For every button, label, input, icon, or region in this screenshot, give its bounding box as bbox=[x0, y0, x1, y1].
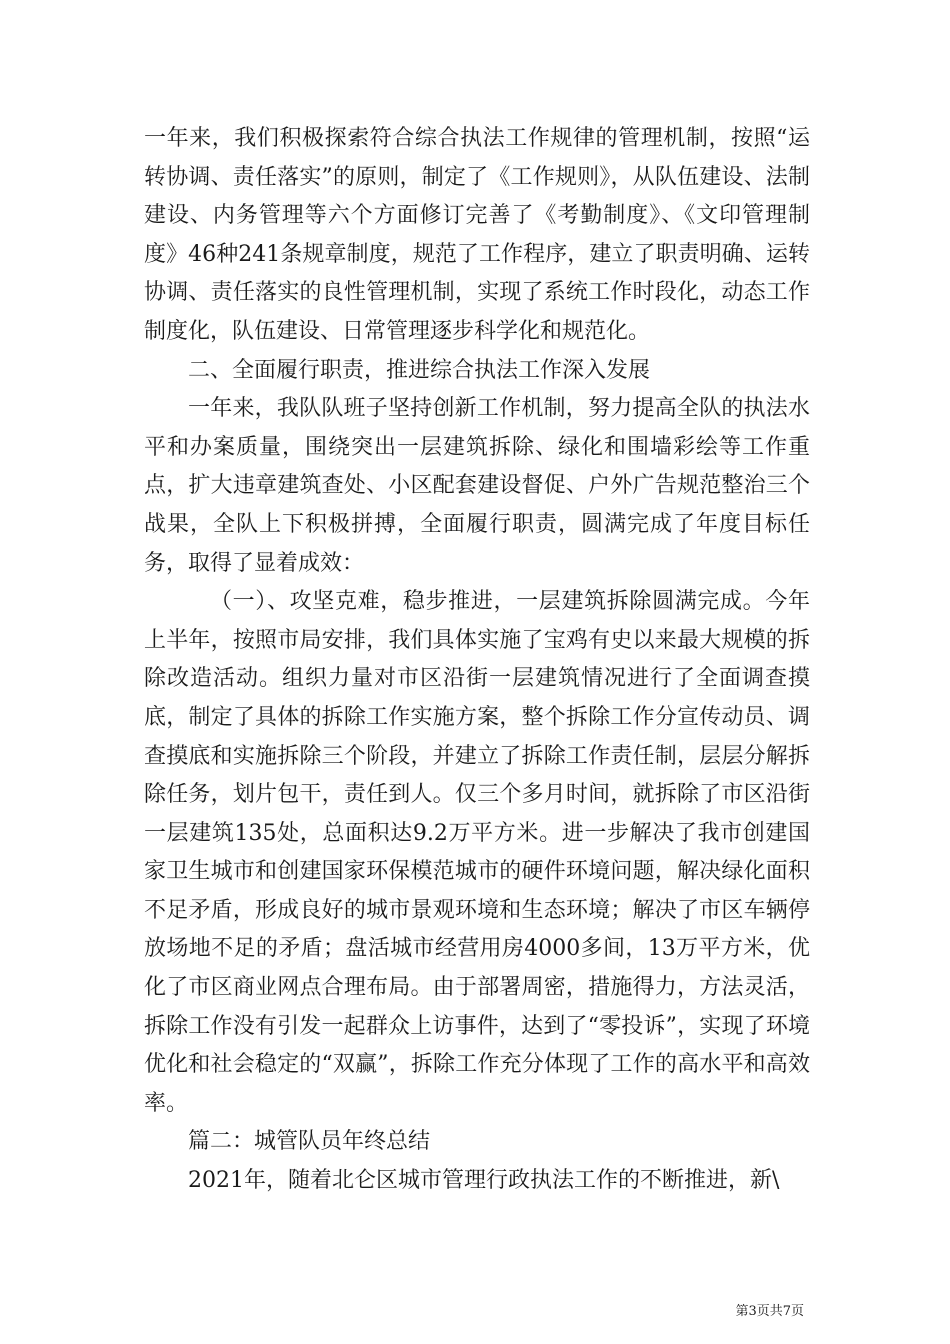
document-body bbox=[144, 120, 810, 1201]
paragraph-team-achievements: 一年来，我队队班子坚持创新工作机制，努力提高全队的执法水平和办案质量，围绕突出一层建筑拆除、绿化和围墙彩绘等工作重点，扩大违章建筑查处、小区配套建设督促、户外广告规范整治三个战果，全队上下积极拼搏，全面履行职责，圆满完成了年度目标任务，取得了显着成效： bbox=[144, 396, 810, 576]
section-heading-duties: 二、全面履行职责，推进综合执法工作深入发展 bbox=[188, 357, 651, 383]
paragraph-management-mechanism: 一年来，我们积极探索符合综合执法工作规律的管理机制，按照“运转协调、责任落实”的原则，制定了《工作规则》，从队伍建设、法制建设、内务管理等六个方面修订完善了《考勤制度》、《文印管理制度》46种241条规章制度，规范了工作程序，建立了职责明确、运转协调、责任落实的良性管理机制，实现了系统工作时段化，动态工作制度化，队伍建设、日常管理逐步科学化和规范化。 bbox=[144, 126, 810, 344]
paragraph-beilun-intro: 2021年，随着北仑区城市管理行政执法工作的不断推进，新\ bbox=[188, 1168, 780, 1194]
chapter-heading-part-two: 篇二：城管队员年终总结 bbox=[188, 1129, 431, 1155]
page-number: 第3页共7页 bbox=[735, 1304, 804, 1319]
paragraph-demolition: （一）、攻坚克难，稳步推进，一层建筑拆除圆满完成。今年上半年，按照市局安排，我们具体实施了宝鸡有史以来最大规模的拆除改造活动。组织力量对市区沿街一层建筑情况进行了全面调查摸底，制定了具体的拆除工作实施方案，整个拆除工作分宣传动员、调查摸底和实施拆除三个阶段，并建立了拆除工作责任制，层层分解拆除任务，划片包干，责任到人。仅三个多月时间，就拆除了市区沿街一层建筑135处，总面积达9.2万平方米。进一步解决了我市创建国家卫生城市和创建国家环保模范城市的硬件环境问题，解决绿化面积不足矛盾，形成良好的城市景观环境和生态环境；解决了市区车辆停放场地不足的矛盾；盘活城市经营用房4000多间，13万平方米，优化了市区商业网点合理布局。由于部署周密，措施得力，方法灵活，拆除工作没有引发一起群众上访事件，达到了“零投诉”，实现了环境优化和社会稳定的“双赢”，拆除工作充分体现了工作的高水平和高效率。 bbox=[144, 589, 811, 1116]
